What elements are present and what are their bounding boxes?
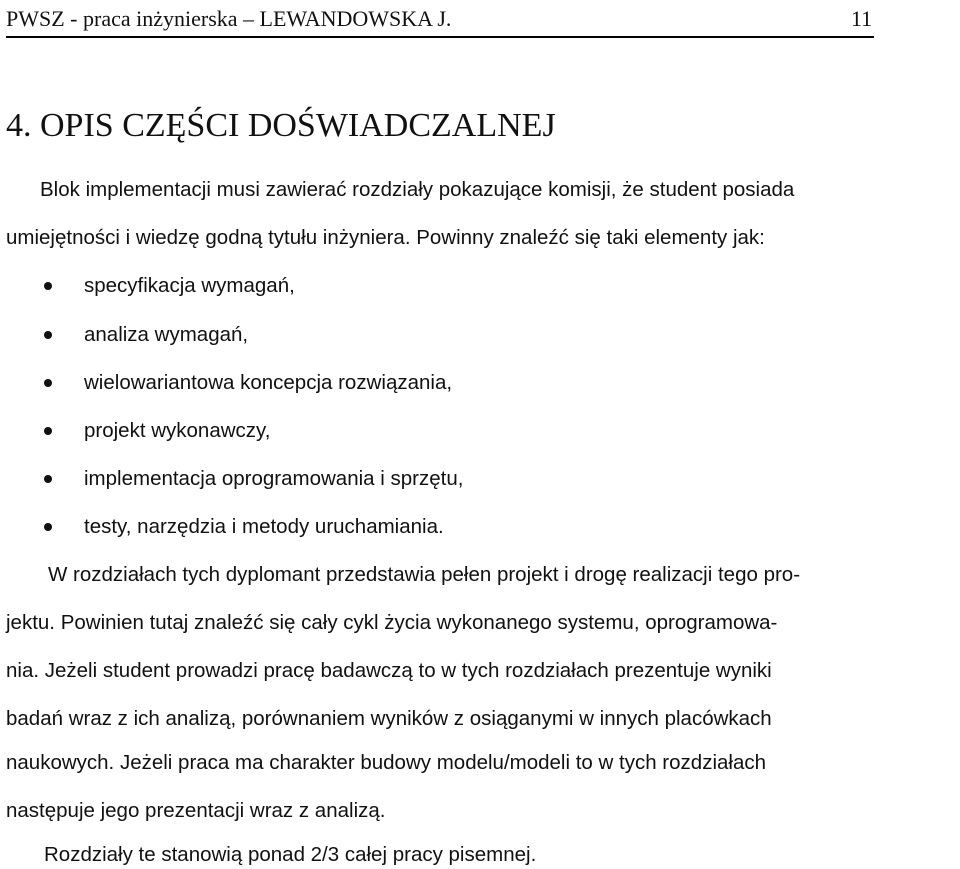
list-item-text: testy, narzędzia i metody uruchamiania. (84, 515, 444, 538)
bullet-icon (44, 523, 52, 531)
paragraph-line: nia. Jeżeli student prowadzi pracę badawczą to w tych rozdziałach prezentuje wyniki (6, 659, 772, 682)
page-number: 11 (851, 6, 873, 31)
bullet-icon (44, 427, 52, 435)
page-header (6, 2, 874, 38)
bullet-icon (44, 282, 52, 290)
paragraph-line: badań wraz z ich analizą, porównaniem wyników z osiąganymi w innych placówkach (6, 707, 772, 730)
list-item-text: implementacja oprogramowania i sprzętu, (84, 467, 464, 490)
paragraph-line: naukowych. Jeżeli praca ma charakter budowy modelu/modeli to w tych rozdziałach (6, 751, 767, 774)
paragraph-line: W rozdziałach tych dyplomant przedstawia pełen projekt i drogę realizacji tego pro- (48, 563, 801, 586)
bullet-icon (44, 331, 52, 339)
list-item-text: wielowariantowa koncepcja rozwiązania, (84, 371, 453, 394)
section-heading: 4. OPIS CZĘŚCI DOŚWIADCZALNEJ (6, 107, 556, 144)
bullet-icon (44, 475, 52, 483)
list-item-text: projekt wykonawczy, (84, 419, 271, 442)
list-item-text: specyfikacja wymagań, (84, 274, 295, 297)
paragraph-line: jektu. Powinien tutaj znaleźć się cały cykl życia wykonanego systemu, oprogramowa- (6, 611, 778, 634)
paragraph-line: następuje jego prezentacji wraz z analizą. (6, 799, 386, 822)
bullet-icon (44, 379, 52, 387)
intro-line-2: umiejętności i wiedzę godną tytułu inżyniera. Powinny znaleźć się taki elementy jak: (6, 226, 765, 249)
list-item-text: analiza wymagań, (84, 323, 249, 346)
intro-line-1: Blok implementacji musi zawierać rozdziały pokazujące komisji, że student posiada (40, 178, 795, 201)
header-title: PWSZ - praca inżynierska – LEWANDOWSKA J. (6, 6, 452, 31)
closing-line: Rozdziały te stanowią ponad 2/3 całej pracy pisemnej. (44, 843, 537, 866)
